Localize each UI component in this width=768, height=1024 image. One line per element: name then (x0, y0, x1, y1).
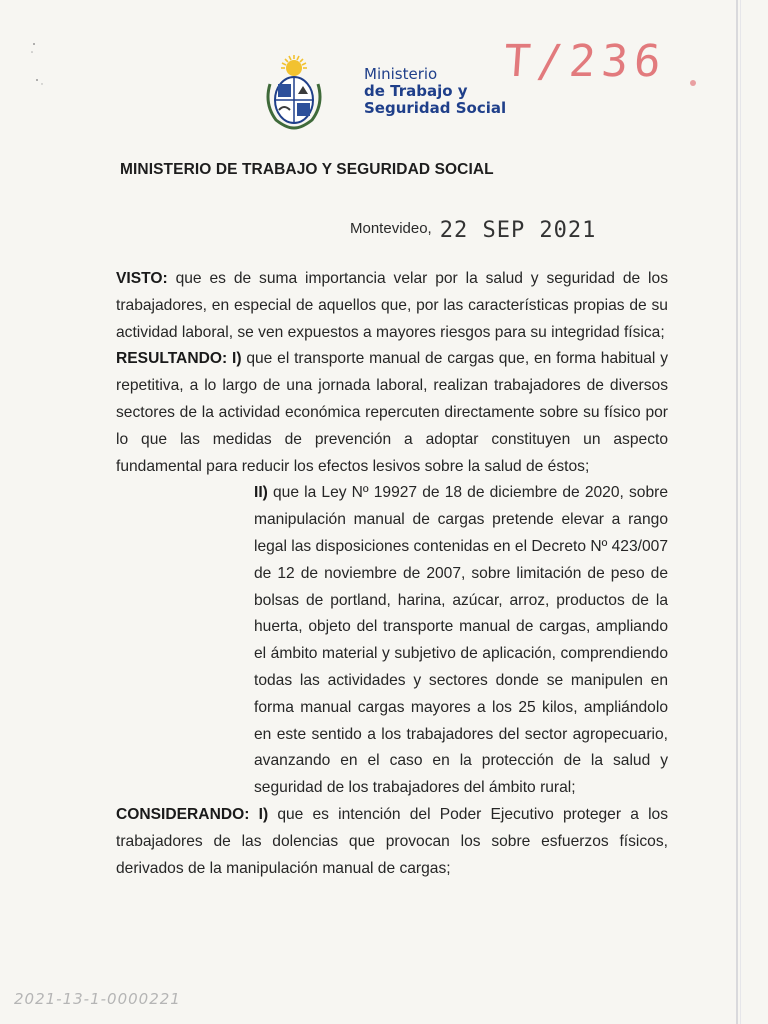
considerando-item-1-number: I) (258, 805, 269, 823)
place-date-line (350, 214, 597, 243)
visto-label: VISTO: (116, 270, 168, 287)
resultando-item-2-number: II) (254, 484, 268, 502)
scan-edge-secondary (740, 0, 741, 1024)
place-label: Montevideo, (350, 220, 432, 237)
scan-edge (736, 0, 738, 1024)
document-body (116, 266, 668, 882)
document-heading: MINISTERIO DE TRABAJO Y SEGURIDAD SOCIAL (120, 161, 494, 178)
scan-specks (28, 36, 52, 96)
logo-line-3: Seguridad Social (364, 99, 507, 117)
resultando-item-1-text: que el transporte manual de cargas que, en forma habitual y repetitiva, a lo largo de una jornada laboral, realizan trabajadores de diversos sectores de la actividad económica repercuten directamente sobre su físico por lo que las medidas de prevención a adoptar constituyen un aspecto fundamental para reducir los efectos lesivos sobre la salud de éstos; (116, 350, 668, 475)
ministry-logo-text (364, 66, 506, 117)
uruguay-coat-of-arms-icon (262, 54, 326, 132)
considerando-item-1-text: que es intención del Poder Ejecutivo proteger a los trabajadores de las dolencias que provocan los sobre esfuerzos físicos, derivados de la manipulación manual de cargas; (116, 805, 669, 877)
resultando-paragraph-1 (116, 346, 668, 480)
considerando-paragraph-1 (116, 802, 668, 882)
handwritten-file-number: T/236 (502, 36, 669, 87)
logo-line-2: de Trabajo y (364, 82, 468, 100)
stamp-dot (690, 80, 696, 86)
pencil-file-reference: 2021-13-1-0000221 (14, 990, 181, 1008)
date-stamp: 22 SEP 2021 (439, 218, 597, 243)
logo-line-1: Ministerio (364, 65, 438, 83)
resultando-item-2-text: que la Ley Nº 19927 de 18 de diciembre de 2020, sobre manipulación manual de cargas pretende elevar a rango legal las disposiciones contenidas en el Decreto Nº 423/007 de 12 de noviembre de 2007, sobre limitación de peso de bolsas de portland, harina, azúcar, arroz, productos de la huerta, objeto del transporte manual de cargas, ampliando el ámbito material y subjetivo de aplicación, comprendiendo todas las actividades y sectores donde se manipulen en forma manual cargas mayores a los 25 kilos, ampliándolo en este sentido a los trabajadores del sector agropecuario, avanzando en el caso en la protección de la salud y seguridad de los trabajadores del ámbito rural; (254, 484, 668, 797)
resultando-paragraph-2 (116, 480, 668, 802)
visto-paragraph (116, 266, 668, 346)
resultando-item-1-number: I) (231, 350, 242, 368)
resultando-label: RESULTANDO: (116, 350, 228, 368)
considerando-label: CONSIDERANDO: (116, 805, 250, 823)
visto-text: que es de suma importancia velar por la salud y seguridad de los trabajadores, en especial de aquellos que, por las características propias de su actividad laboral, se ven expuestos a mayores riesgos para su integridad física; (116, 270, 668, 341)
